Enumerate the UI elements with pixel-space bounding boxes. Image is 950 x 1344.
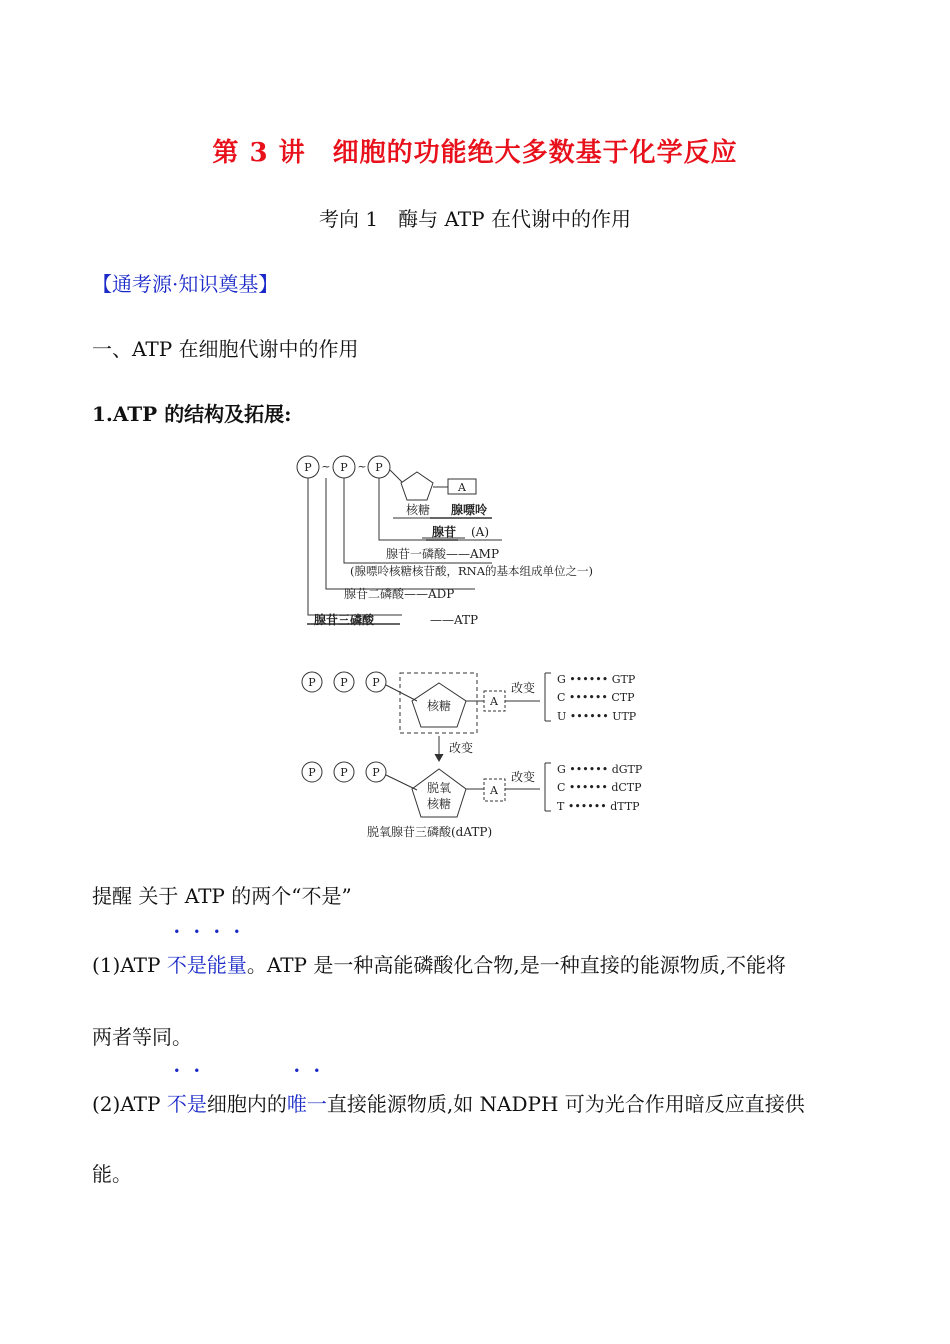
phosphate-label: P — [308, 766, 316, 779]
phosphate-label: P — [308, 676, 316, 689]
dntp-row: C •••••• dCTP — [557, 781, 642, 794]
adenine-box-label: A — [458, 481, 466, 494]
phosphate-label: P — [304, 461, 312, 474]
p1-text: 。ATP 是一种高能磷酸化合物,是一种直接的能源物质,不能将 — [246, 953, 787, 977]
deoxy-label-bottom: 核糖 — [426, 797, 452, 811]
adenine-box-label: A — [490, 695, 498, 708]
atp-structure-diagram — [280, 448, 680, 638]
ntp-row: G •••••• GTP — [557, 673, 636, 686]
change-label: 改变 — [511, 681, 536, 695]
adp-label: 腺苷二磷酸——ADP — [344, 587, 455, 601]
phosphate-label: P — [372, 676, 380, 689]
p2-mid: 细胞内的 — [206, 1092, 287, 1116]
p1-prefix: (1)ATP — [92, 953, 167, 977]
page-title: 第 3 讲 细胞的功能绝大多数基于化学反应 — [212, 138, 738, 168]
amp-label: 腺苷一磷酸——AMP — [386, 547, 500, 561]
ribose-label: 核糖 — [426, 699, 452, 713]
adenine-label: 腺嘌呤 — [450, 503, 488, 517]
datp-caption: 脱氧腺苷三磷酸(dATP) — [367, 825, 493, 839]
emphasis-char: 不 — [166, 953, 187, 977]
paragraph-1-line2: 两者等同。 — [92, 1025, 192, 1049]
emphasis-char: 唯 — [286, 1092, 307, 1116]
phosphate-label: P — [340, 676, 348, 689]
heading-atp-role: 一、ATP 在细胞代谢中的作用 — [92, 337, 359, 361]
adenosine-label: 腺苷 — [431, 525, 457, 539]
paragraph-1 — [92, 949, 786, 978]
atp-name-label: 腺苷三磷酸 — [314, 613, 375, 627]
change-label: 改变 — [449, 741, 474, 755]
emphasis-char: 是 — [186, 953, 207, 977]
ntp-variants-diagram — [295, 665, 655, 845]
emphasis-char: 是 — [186, 1092, 207, 1116]
ntp-row: U •••••• UTP — [557, 710, 637, 723]
tilde-bond: ~ — [321, 460, 331, 473]
page-subtitle: 考向 1 酶与 ATP 在代谢中的作用 — [319, 207, 631, 231]
dntp-row: G •••••• dGTP — [557, 763, 643, 776]
emphasis-char: 量 — [226, 953, 247, 977]
dntp-row: T •••••• dTTP — [557, 800, 640, 813]
adenosine-a-label: (A) — [470, 525, 490, 539]
emphasis-char: 能 — [206, 953, 227, 977]
p2-prefix: (2)ATP — [92, 1092, 167, 1116]
paragraph-2-line2: 能。 — [92, 1162, 132, 1186]
paragraph-2 — [92, 1088, 805, 1117]
deoxy-label-top: 脱氧 — [426, 781, 452, 795]
emphasis-char: 不 — [166, 1092, 187, 1116]
ntp-row: C •••••• CTP — [557, 691, 635, 704]
tilde-bond: ~ — [357, 460, 367, 473]
change-label: 改变 — [511, 770, 536, 784]
phosphate-label: P — [375, 461, 383, 474]
emphasis-char: 一 — [306, 1092, 327, 1116]
atp-suffix-label: ——ATP — [430, 613, 479, 627]
p2-text: 直接能源物质,如 NADPH 可为光合作用暗反应直接供 — [326, 1092, 805, 1116]
ribose-label: 核糖 — [405, 503, 431, 517]
phosphate-label: P — [340, 461, 348, 474]
section-tag: 【通考源·知识奠基】 — [92, 272, 279, 296]
heading-atp-structure: 1.ATP 的结构及拓展: — [92, 402, 292, 426]
amp-note: (腺嘌呤核糖核苷酸，RNA的基本组成单位之一) — [350, 564, 593, 578]
adenine-box-label: A — [490, 784, 498, 797]
phosphate-label: P — [340, 766, 348, 779]
phosphate-label: P — [372, 766, 380, 779]
reminder-heading: 提醒 关于 ATP 的两个“不是” — [92, 884, 352, 908]
